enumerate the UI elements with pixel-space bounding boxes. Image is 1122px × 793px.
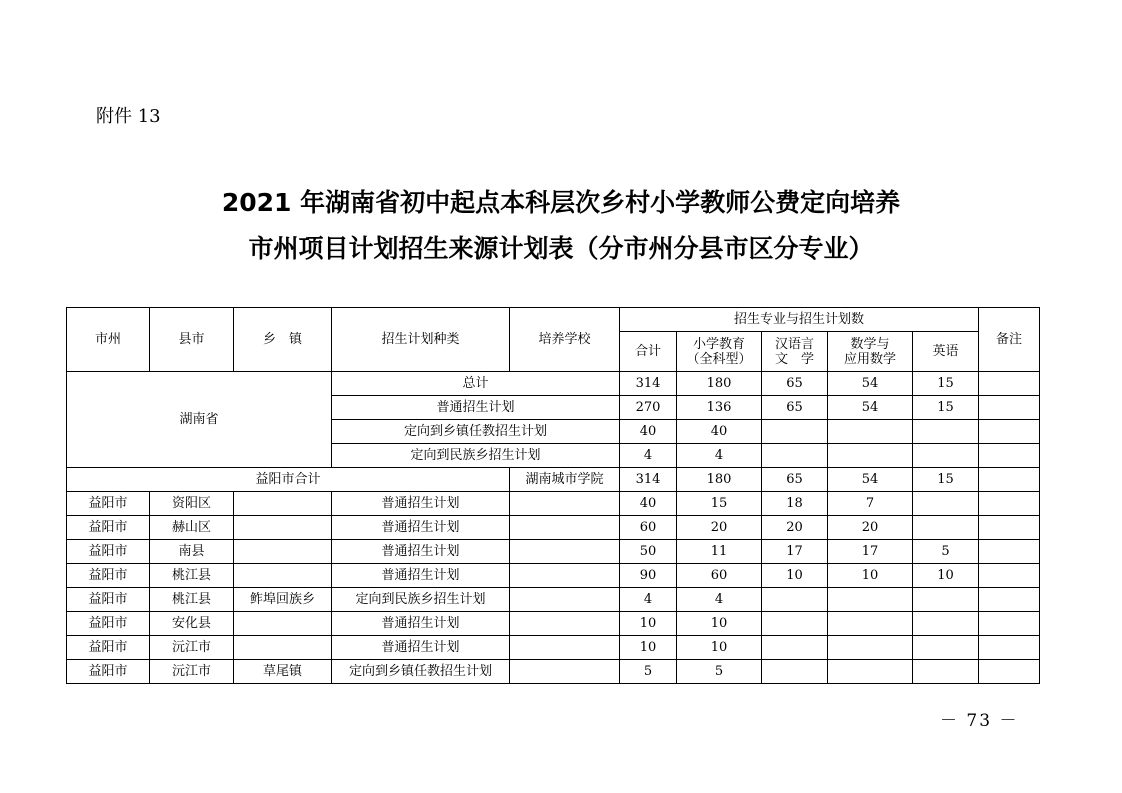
plan-type: 普通招生计划 — [332, 636, 510, 660]
enrollment-plan-table — [66, 307, 1040, 684]
header-total: 合计 — [620, 332, 677, 372]
english-cell — [913, 420, 979, 444]
remarks-cell — [979, 660, 1040, 684]
header-chinese: 汉语言 文 学 — [762, 332, 828, 372]
remarks-cell — [979, 636, 1040, 660]
city-cell: 益阳市 — [67, 564, 150, 588]
header-school: 培养学校 — [510, 308, 620, 372]
table-row — [67, 540, 1040, 564]
total-cell: 314 — [620, 372, 677, 396]
chinese-cell: 18 — [762, 492, 828, 516]
title-line-2: 市州项目计划招生来源计划表（分市州分县市区分专业） — [248, 234, 874, 263]
plan-type: 定向到乡镇任教招生计划 — [332, 660, 510, 684]
county-cell: 安化县 — [150, 612, 234, 636]
town-cell: 鲊埠回族乡 — [234, 588, 332, 612]
math-cell: 54 — [828, 372, 913, 396]
math-cell — [828, 660, 913, 684]
remarks-cell — [979, 372, 1040, 396]
total-cell: 40 — [620, 492, 677, 516]
county-cell: 桃江县 — [150, 588, 234, 612]
total-cell: 4 — [620, 444, 677, 468]
primary-cell: 40 — [677, 420, 762, 444]
math-cell — [828, 444, 913, 468]
total-cell: 90 — [620, 564, 677, 588]
chinese-cell — [762, 588, 828, 612]
town-cell: 草尾镇 — [234, 660, 332, 684]
math-cell — [828, 420, 913, 444]
primary-cell: 4 — [677, 588, 762, 612]
chinese-cell — [762, 612, 828, 636]
chinese-cell — [762, 660, 828, 684]
school-cell — [510, 564, 620, 588]
math-cell — [828, 636, 913, 660]
header-county: 县市 — [150, 308, 234, 372]
primary-cell: 10 — [677, 612, 762, 636]
town-cell — [234, 540, 332, 564]
header-remarks: 备注 — [979, 308, 1040, 372]
total-cell: 314 — [620, 468, 677, 492]
total-cell: 10 — [620, 612, 677, 636]
total-cell: 40 — [620, 420, 677, 444]
plan-type: 定向到民族乡招生计划 — [332, 444, 620, 468]
remarks-cell — [979, 540, 1040, 564]
chinese-cell: 10 — [762, 564, 828, 588]
primary-cell: 136 — [677, 396, 762, 420]
english-cell: 5 — [913, 540, 979, 564]
plan-type: 普通招生计划 — [332, 516, 510, 540]
school-cell — [510, 636, 620, 660]
city-cell: 益阳市 — [67, 660, 150, 684]
english-cell — [913, 636, 979, 660]
province-name: 湖南省 — [67, 372, 332, 468]
remarks-cell — [979, 564, 1040, 588]
county-cell: 南县 — [150, 540, 234, 564]
town-cell — [234, 516, 332, 540]
plan-type: 普通招生计划 — [332, 396, 620, 420]
chinese-cell: 17 — [762, 540, 828, 564]
county-cell: 沅江市 — [150, 636, 234, 660]
chinese-cell: 20 — [762, 516, 828, 540]
city-cell: 益阳市 — [67, 636, 150, 660]
plan-type: 普通招生计划 — [332, 612, 510, 636]
plan-type: 普通招生计划 — [332, 492, 510, 516]
english-cell: 15 — [913, 372, 979, 396]
primary-cell: 4 — [677, 444, 762, 468]
total-cell: 5 — [620, 660, 677, 684]
primary-cell: 20 — [677, 516, 762, 540]
school-cell — [510, 516, 620, 540]
header-plan-type: 招生计划种类 — [332, 308, 510, 372]
town-cell — [234, 636, 332, 660]
school-cell — [510, 660, 620, 684]
town-cell — [234, 564, 332, 588]
school-cell — [510, 540, 620, 564]
remarks-cell — [979, 516, 1040, 540]
header-city: 市州 — [67, 308, 150, 372]
chinese-cell — [762, 636, 828, 660]
page-number: － 73 － — [940, 711, 1019, 731]
english-cell — [913, 516, 979, 540]
remarks-cell — [979, 396, 1040, 420]
chinese-cell — [762, 420, 828, 444]
attachment-label: 附件 13 — [96, 106, 161, 127]
primary-cell: 11 — [677, 540, 762, 564]
chinese-cell — [762, 444, 828, 468]
header-english: 英语 — [913, 332, 979, 372]
town-cell — [234, 612, 332, 636]
table-row — [67, 612, 1040, 636]
header-majors-group: 招生专业与招生计划数 — [620, 308, 979, 332]
county-cell: 沅江市 — [150, 660, 234, 684]
math-cell: 54 — [828, 468, 913, 492]
remarks-cell — [979, 588, 1040, 612]
primary-cell: 10 — [677, 636, 762, 660]
chinese-cell: 65 — [762, 396, 828, 420]
plan-type: 普通招生计划 — [332, 540, 510, 564]
remarks-cell — [979, 492, 1040, 516]
remarks-cell — [979, 612, 1040, 636]
english-cell: 10 — [913, 564, 979, 588]
math-cell: 7 — [828, 492, 913, 516]
plan-type: 总计 — [332, 372, 620, 396]
total-cell: 60 — [620, 516, 677, 540]
math-cell — [828, 612, 913, 636]
english-cell — [913, 492, 979, 516]
city-total-row — [67, 468, 1040, 492]
city-cell: 益阳市 — [67, 492, 150, 516]
table-row — [67, 516, 1040, 540]
table-row — [67, 564, 1040, 588]
remarks-cell — [979, 420, 1040, 444]
english-cell — [913, 444, 979, 468]
table-row — [67, 492, 1040, 516]
city-cell: 益阳市 — [67, 612, 150, 636]
title-line-1: 2021 年湖南省初中起点本科层次乡村小学教师公费定向培养 — [221, 188, 901, 217]
primary-cell: 5 — [677, 660, 762, 684]
header-town: 乡 镇 — [234, 308, 332, 372]
primary-cell: 180 — [677, 468, 762, 492]
header-primary-education: 小学教育 （全科型） — [677, 332, 762, 372]
city-cell: 益阳市 — [67, 540, 150, 564]
school-cell — [510, 588, 620, 612]
total-cell: 10 — [620, 636, 677, 660]
total-cell: 4 — [620, 588, 677, 612]
school-cell — [510, 612, 620, 636]
chinese-cell: 65 — [762, 468, 828, 492]
county-cell: 资阳区 — [150, 492, 234, 516]
table-row — [67, 588, 1040, 612]
primary-cell: 180 — [677, 372, 762, 396]
english-cell — [913, 588, 979, 612]
plan-type: 普通招生计划 — [332, 564, 510, 588]
math-cell — [828, 588, 913, 612]
plan-type: 定向到民族乡招生计划 — [332, 588, 510, 612]
table-row — [67, 372, 1040, 396]
english-cell — [913, 612, 979, 636]
primary-cell: 60 — [677, 564, 762, 588]
math-cell: 17 — [828, 540, 913, 564]
table-row — [67, 660, 1040, 684]
english-cell: 15 — [913, 468, 979, 492]
school-cell — [510, 492, 620, 516]
table-row — [67, 636, 1040, 660]
total-cell: 50 — [620, 540, 677, 564]
county-cell: 桃江县 — [150, 564, 234, 588]
city-total-label: 益阳市合计 — [67, 468, 510, 492]
primary-cell: 15 — [677, 492, 762, 516]
english-cell: 15 — [913, 396, 979, 420]
remarks-cell — [979, 444, 1040, 468]
math-cell: 10 — [828, 564, 913, 588]
plan-type: 定向到乡镇任教招生计划 — [332, 420, 620, 444]
english-cell — [913, 660, 979, 684]
town-cell — [234, 492, 332, 516]
city-cell: 益阳市 — [67, 516, 150, 540]
header-math: 数学与 应用数学 — [828, 332, 913, 372]
math-cell: 54 — [828, 396, 913, 420]
chinese-cell: 65 — [762, 372, 828, 396]
total-cell: 270 — [620, 396, 677, 420]
city-cell: 益阳市 — [67, 588, 150, 612]
school-cell: 湖南城市学院 — [510, 468, 620, 492]
county-cell: 赫山区 — [150, 516, 234, 540]
remarks-cell — [979, 468, 1040, 492]
math-cell: 20 — [828, 516, 913, 540]
